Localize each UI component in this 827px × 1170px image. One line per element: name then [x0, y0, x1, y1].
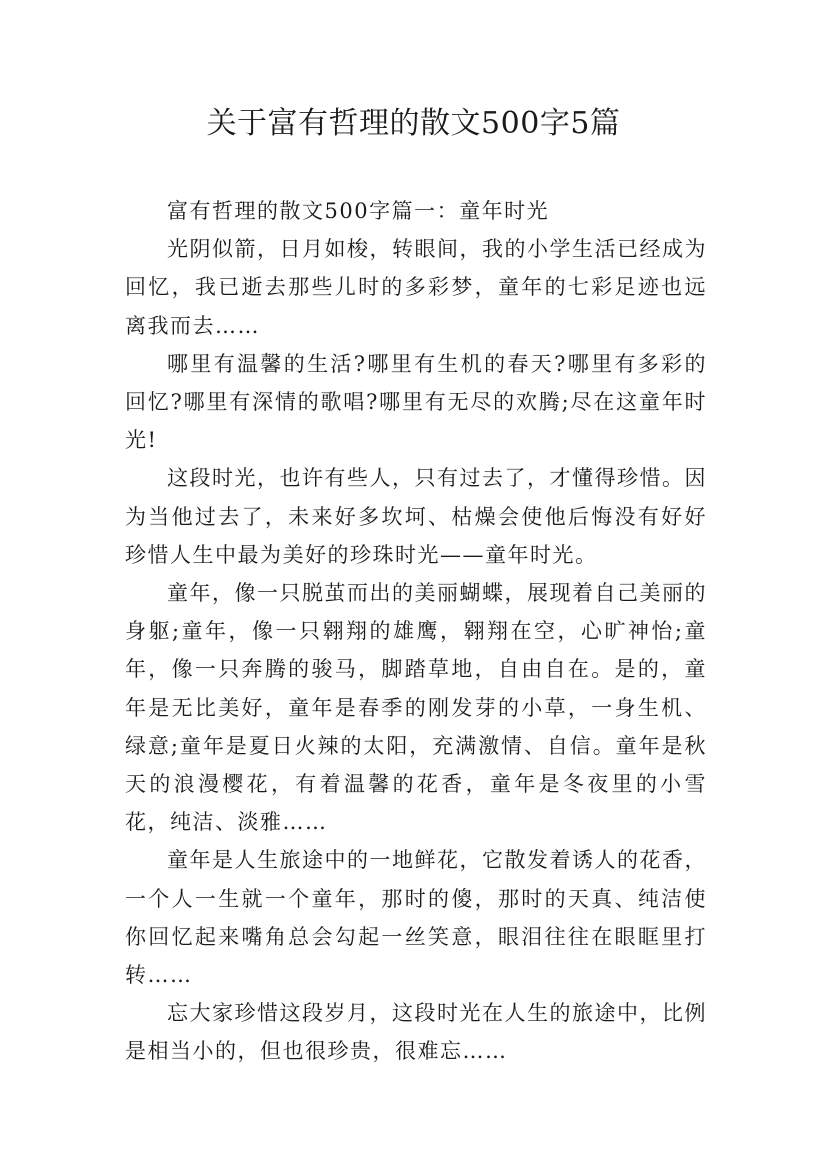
section-heading: 富有哲理的散文500字篇一：童年时光 — [167, 199, 550, 223]
paragraph: 忘大家珍惜这段岁月，这段时光在人生的旅途中，比例是相当小的，但也很珍贵，很难忘…… — [125, 1001, 707, 1064]
paragraph: 童年，像一只脱茧而出的美丽蝴蝶，展现着自己美丽的身躯;童年，像一只翱翔的雄鹰，翱翔在空，心旷神怡;童年，像一只奔腾的骏马，脚踏草地，自由自在。是的，童年是无比美好，童年是春季的刚发芽的小草，一身生机、绿意;童年是夏日火辣的太阳，充满激情、自信。童年是秋天的浪漫樱花，有着温馨的花香，童年是冬夜里的小雪花，纯洁、淡雅…… — [125, 581, 707, 835]
paragraph: 童年是人生旅途中的一地鲜花，它散发着诱人的花香，一个人一生就一个童年，那时的傻，那时的天真、纯洁使你回忆起来嘴角总会勾起一丝笑意，眼泪往往在眼眶里打转…… — [125, 848, 707, 988]
paragraph: 这段时光，也许有些人，只有过去了，才懂得珍惜。因为当他过去了，未来好多坎坷、枯燥会使他后悔没有好好珍惜人生中最为美好的珍珠时光——童年时光。 — [125, 466, 707, 567]
document-title: 关于富有哲理的散文500字5篇 — [206, 106, 621, 141]
document-body — [125, 192, 707, 1071]
paragraph: 哪里有温馨的生活?哪里有生机的春天?哪里有多彩的回忆?哪里有深情的歌唱?哪里有无尽的欢腾;尽在这童年时光! — [125, 351, 707, 453]
paragraph: 光阴似箭，日月如梭，转眼间，我的小学生活已经成为回忆，我已逝去那些儿时的多彩梦，童年的七彩足迹也远离我而去…… — [125, 237, 707, 338]
